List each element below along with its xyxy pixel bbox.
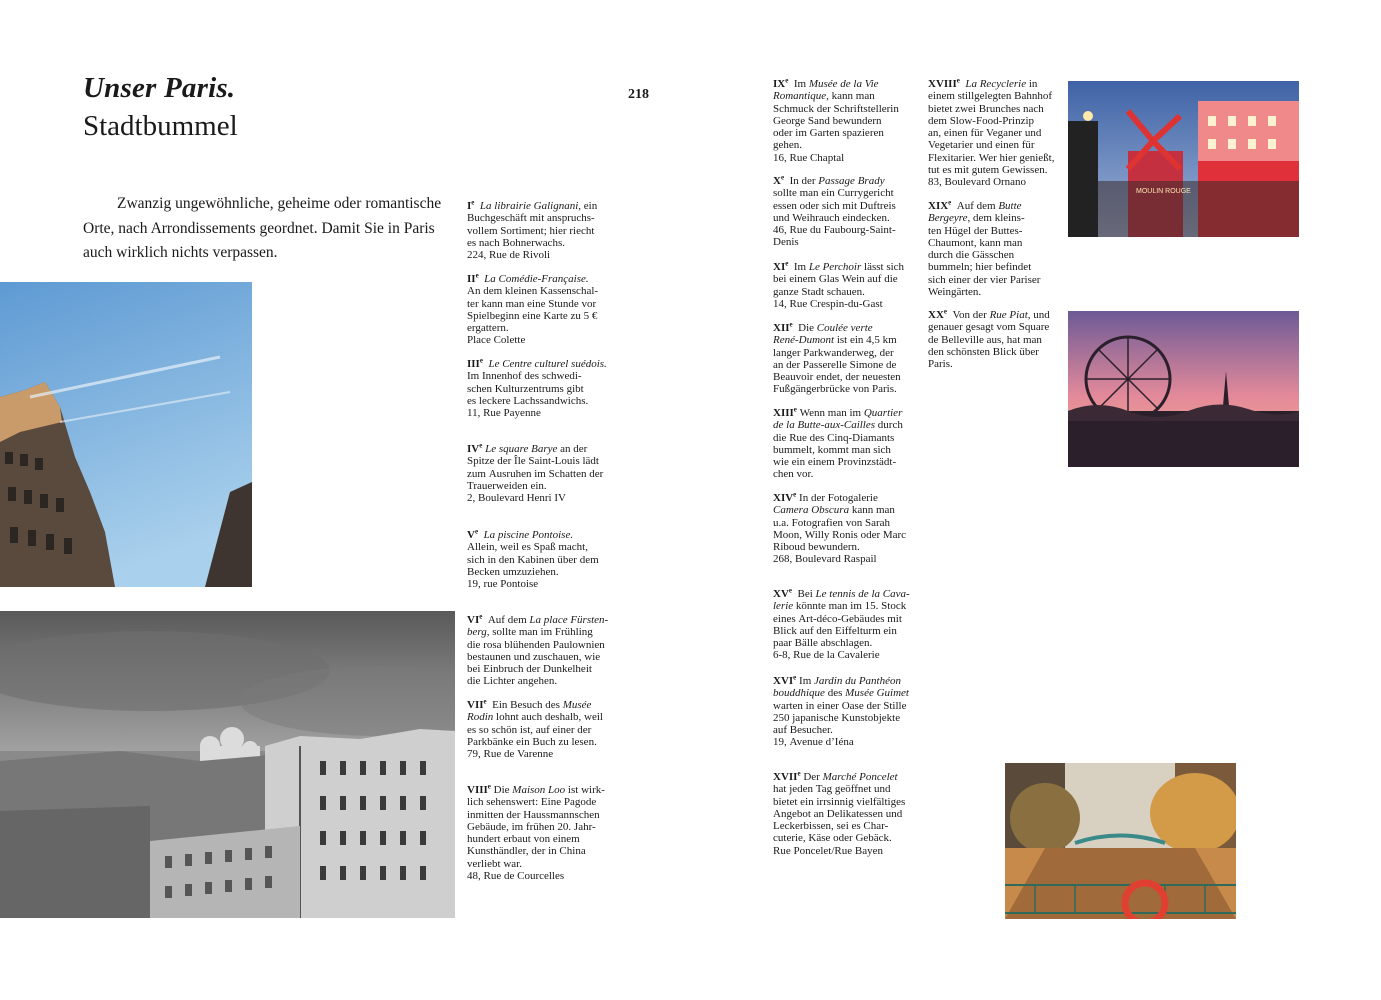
- entry-xix: XIXe Auf dem Butte Bergeyre, dem kleins- ten Hügel der Buttes- Chaumont, kann man durch die Gässchen bummeln; hier befindet sich einer der vier Pariser Weingärten.: [928, 198, 1041, 299]
- entry-xi: XIe Im Le Perchoir lässt sich bei einem Glas Wein auf die ganze Stadt schauen. 14, Rue Crespin-du-Gast: [773, 259, 905, 310]
- entry-number: VIIIe: [467, 782, 491, 796]
- entry-x: Xe In der Passage Brady sollte man ein Currygericht essen oder sich mit Duftreis und Weihrauch eindecken. 46, Rue du Faubourg-Saint- Denis: [773, 173, 896, 249]
- entry-number: XVIe: [773, 673, 797, 687]
- entry-xiv: XIVe In der Fotogalerie Camera Obscura kann man u.a. Fotografien von Sarah Moon, Willy Ronis oder Marc Riboud bewundern. 268, Boulevard Raspail: [773, 490, 907, 566]
- entry-xii: XIIe Die Coulée verte René-Dumont ist ein 4,5 km langer Parkwanderweg, der an der Passerelle Simone de Beauvoir endet, der neuesten Fußgängerbrücke von Paris.: [773, 320, 901, 396]
- entry-number: VIe: [467, 612, 483, 626]
- entry-number: XXe: [928, 307, 947, 321]
- entry-vi: VIe Auf dem La place Fürsten- berg, sollte man im Frühling die rosa blühenden Paulownien bestaunen und zuschauen, wie bei Einbruch der Dunkelheit die Lichter angehen.: [467, 612, 609, 688]
- entry-ix: IXe Im Musée de la Vie Romantique, kann man Schmuck der Schriftstellerin George Sand bewundern oder im Garten spazieren gehen. 16, Rue Chaptal: [773, 76, 899, 164]
- entry-xiii: XIIIe Wenn man im Quartier de la Butte-aux-Cailles durch die Rue des Cinq-Diamants bummelt, kommt man sich wie ein einem Provinzstädt- chen vor.: [773, 405, 903, 481]
- entry-number: Ie: [467, 198, 475, 212]
- photo-canal-saint-martin: [1005, 763, 1236, 919]
- entry-number: XVIIIe: [928, 76, 960, 90]
- entry-number: VIIe: [467, 697, 487, 711]
- entry-xviii: XVIIIe La Recyclerie in einem stillgelegten Bahnhof bietet zwei Brunches nach dem Slow-Food-Prinzip an, einen für Veganer und Vegetarier und einen für Flexitarier. Wer hier genießt, tut es mit gutem Gewissen. 83, Boulevard Ornano: [928, 76, 1055, 189]
- entry-iii: IIIe Le Centre culturel suédois. Im Innenhof des schwedi- schen Kulturzentrums gibt es leckere Lachssandwichs. 11, Rue Payenne: [467, 356, 607, 420]
- moulin-rouge-sign: MOULIN ROUGE: [1136, 188, 1191, 195]
- entry-number: XIXe: [928, 198, 952, 212]
- entry-v: Ve La piscine Pontoise. Allein, weil es Spaß macht, sich in den Kabinen über dem Becken umzuziehen. 19, rue Pontoise: [467, 527, 599, 591]
- entry-number: Xe: [773, 173, 785, 187]
- entry-number: IIIe: [467, 356, 483, 370]
- entry-number: IIe: [467, 271, 479, 285]
- entry-number: XVe: [773, 586, 792, 600]
- photo-montmartre-rooftops: [0, 611, 455, 918]
- entry-xv: XVe Bei Le tennis de la Cava- lerie könnte man im 15. Stock eines Art-déco-Gebäudes mit Blick auf den Eiffelturm ein paar Bälle abschlagen. 6-8, Rue de la Cavalerie: [773, 586, 910, 662]
- entry-number: XIe: [773, 259, 789, 273]
- intro-paragraph: Zwanzig ungewöhnliche, geheime oder romantische Orte, nach Arrondissements geordnet. Damit Sie in Paris auch wirklich nichts verpassen.: [83, 195, 442, 261]
- entry-iv: IVe Le square Barye an der Spitze der Île Saint-Louis lädt zum Ausruhen im Schatten der Trauerweiden ein. 2, Boulevard Henri IV: [467, 441, 604, 505]
- entry-xvii: XVIIe Der Marché Poncelet hat jeden Tag geöffnet und bietet ein irrsinnig vielfältiges Angebot an Delikatessen und Leckerbissen, sei es Char- cuterie, Käse oder Gebäck. Rue Poncelet/Rue Bayen: [773, 769, 906, 857]
- entry-number: IVe: [467, 441, 483, 455]
- page-title: Unser Paris.: [83, 72, 236, 104]
- entry-number: XIIe: [773, 320, 793, 334]
- photo-sky-buildings: [0, 282, 252, 587]
- entry-number: Ve: [467, 527, 479, 541]
- entry-i: Ie La librairie Galignani, ein Buchgeschäft mit anspruchs- vollem Sortiment; hier riecht es nach Bohnerwachs. 224, Rue de Rivoli: [467, 198, 598, 262]
- entry-ii: IIe La Comédie-Française. An dem kleinen Kassenschal- ter kann man eine Stunde vor Spielbeginn eine Karte zu 5 € ergattern. Place Colette: [467, 271, 599, 347]
- page-number: 218: [628, 87, 649, 102]
- entry-number: XIIIe: [773, 405, 797, 419]
- page-subtitle: Stadtbummel: [83, 110, 238, 142]
- photo-moulin-rouge: [1068, 81, 1299, 237]
- entry-xx: XXe Von der Rue Piat, und genauer gesagt vom Square de Belleville aus, hat man den schönsten Blick über Paris.: [928, 307, 1050, 371]
- entry-xvi: XVIe Im Jardin du Panthéon bouddhique des Musée Guimet warten in einer Oase der Stille 250 japanische Kunstobjekte auf Besucher. 19, Avenue d’Iéna: [773, 673, 909, 749]
- photo-ferris-wheel-sunset: [1068, 311, 1299, 467]
- entry-number: IXe: [773, 76, 789, 90]
- entry-number: XVIIe: [773, 769, 801, 783]
- entry-number: XIVe: [773, 490, 797, 504]
- entry-vii: VIIe Ein Besuch des Musée Rodin lohnt auch deshalb, weil es so schön ist, auf einer der Parkbänke ein Buch zu lesen. 79, Rue de Varenne: [467, 697, 603, 761]
- entry-viii: VIIIe Die Maison Loo ist wirk- lich sehenswert: Eine Pagode inmitten der Haussmannschen Gebäude, im frühen 20. Jahr- hundert erbaut von einem Kunsthändler, der in China verliebt war. 48, Rue de Courcelles: [467, 782, 605, 883]
